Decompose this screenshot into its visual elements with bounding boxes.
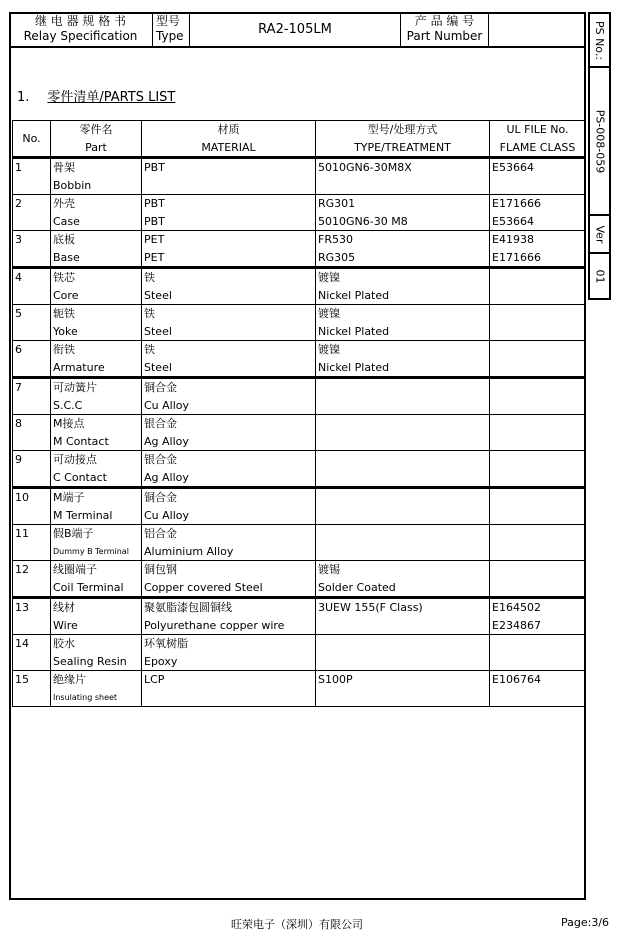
col-ul-1: UL FILE No.	[506, 123, 569, 136]
table-row	[13, 598, 586, 635]
cell-no	[13, 451, 51, 488]
cell-part-line: Case	[53, 214, 80, 228]
cell-part-line: 衔铁	[53, 343, 75, 356]
ps-no-label	[590, 14, 609, 66]
cell-no	[13, 305, 51, 341]
cell-part	[51, 488, 142, 525]
section-heading	[17, 86, 175, 105]
col-material-cn: 材质	[217, 123, 240, 136]
cell-type-line: 5010GN6-30M8X	[318, 161, 412, 174]
version-value	[590, 254, 609, 298]
cell-material	[142, 305, 316, 341]
cell-part-line: 轭铁	[53, 307, 75, 320]
cell-ul-line	[492, 469, 583, 487]
cell-part-line: Sealing Resin	[53, 654, 127, 668]
cell-type-line	[318, 379, 487, 397]
table-row	[13, 341, 586, 378]
cell-material	[142, 451, 316, 488]
table-row	[13, 561, 586, 598]
model-number-text: RA2-105LM	[258, 21, 332, 37]
cell-type-line: Nickel Plated	[318, 360, 390, 374]
cell-ul-line	[492, 579, 583, 597]
cell-type-line	[318, 543, 487, 561]
cell-material-line: 铜包钢	[144, 563, 177, 576]
cell-type-line: S100P	[318, 673, 353, 686]
cell-material-line: 铝合金	[144, 527, 177, 540]
spec-header	[9, 12, 586, 48]
table-row	[13, 488, 586, 525]
cell-type-line	[318, 397, 487, 415]
cell-part-line: Dummy B Terminal	[53, 546, 129, 556]
cell-type-line: 镀锡	[318, 563, 340, 576]
cell-part	[51, 378, 142, 415]
cell-part	[51, 598, 142, 635]
cell-material-line: 铁	[144, 343, 155, 356]
cell-type	[316, 671, 490, 707]
cell-ul-line	[492, 323, 583, 341]
cell-type-line	[318, 507, 487, 525]
ps-no-label-text: PS No.:	[593, 20, 606, 60]
cell-type-line	[318, 451, 487, 469]
cell-ul	[490, 378, 586, 415]
cell-no-line: 5	[15, 307, 22, 320]
cell-no-line: 10	[15, 491, 29, 504]
cell-material-line: 铜合金	[144, 381, 177, 394]
cell-ul-line	[492, 561, 583, 579]
cell-type	[316, 305, 490, 341]
cell-part-line: M接点	[53, 417, 85, 430]
col-part-cn: 零件名	[79, 123, 113, 136]
cell-ul-line	[492, 507, 583, 525]
spec-title-en: Relay Specification	[23, 29, 138, 43]
type-label-en: Type	[156, 29, 184, 43]
col-material	[142, 121, 316, 158]
cell-type	[316, 231, 490, 268]
cell-ul	[490, 305, 586, 341]
cell-part	[51, 158, 142, 195]
version-label	[590, 216, 609, 252]
cell-part	[51, 635, 142, 671]
cell-part-line: M端子	[53, 491, 85, 504]
cell-no-line: 8	[15, 417, 22, 430]
cell-material	[142, 525, 316, 561]
cell-ul-line	[492, 359, 583, 377]
cell-material-line: LCP	[144, 673, 165, 686]
document-side-panel	[588, 12, 611, 300]
table-row	[13, 635, 586, 671]
table-row	[13, 305, 586, 341]
cell-material	[142, 341, 316, 378]
company-name: 旺荣电子（深圳）有限公司	[231, 918, 363, 931]
cell-no	[13, 598, 51, 635]
cell-material	[142, 231, 316, 268]
cell-type	[316, 415, 490, 451]
cell-type-line: FR530	[318, 233, 353, 246]
cell-no-line: 7	[15, 381, 22, 394]
cell-ul-line	[492, 287, 583, 305]
cell-type-line	[318, 525, 487, 543]
cell-no	[13, 378, 51, 415]
cell-type-line	[318, 689, 487, 707]
cell-ul-line	[492, 177, 583, 195]
cell-ul	[490, 525, 586, 561]
cell-material-line: PBT	[144, 197, 165, 210]
cell-part-line: 可动接点	[53, 453, 97, 466]
cell-type	[316, 158, 490, 195]
cell-no	[13, 671, 51, 707]
cell-material-line: 银合金	[144, 417, 177, 430]
cell-part	[51, 195, 142, 231]
cell-ul-line	[492, 433, 583, 451]
cell-no-line: 14	[15, 637, 29, 650]
cell-type-line: 镀镍	[318, 307, 340, 320]
cell-no-line: 6	[15, 343, 22, 356]
cell-ul	[490, 195, 586, 231]
cell-ul-line	[492, 489, 583, 507]
version-value-text: 01	[593, 269, 606, 283]
cell-no	[13, 525, 51, 561]
cell-material-line: Cu Alloy	[144, 398, 190, 412]
cell-type-line: 镀镍	[318, 271, 340, 284]
cell-type-line	[318, 653, 487, 671]
cell-ul-line	[492, 653, 583, 671]
cell-ul-line: E53664	[492, 214, 534, 228]
cell-ul-line	[492, 543, 583, 561]
cell-type	[316, 525, 490, 561]
cell-no-line: 1	[15, 161, 22, 174]
cell-material-line: Copper covered Steel	[144, 580, 263, 594]
cell-ul	[490, 341, 586, 378]
table-row	[13, 158, 586, 195]
cell-no	[13, 231, 51, 268]
col-type-en: TYPE/TREATMENT	[354, 140, 451, 154]
cell-ul-line	[492, 269, 583, 287]
cell-no	[13, 635, 51, 671]
type-label	[153, 12, 192, 46]
col-part	[51, 121, 142, 158]
cell-material-line: Cu Alloy	[144, 508, 190, 522]
cell-material-line: 铜合金	[144, 491, 177, 504]
cell-ul-line: E106764	[492, 673, 541, 686]
cell-part-line: 线材	[53, 601, 75, 614]
cell-type-line: 镀镍	[318, 343, 340, 356]
cell-part-line: Insulating sheet	[53, 692, 118, 702]
cell-part-line: Base	[53, 250, 80, 264]
section-number: 1.	[17, 90, 30, 105]
part-number-en: Part Number	[406, 29, 483, 43]
cell-type	[316, 451, 490, 488]
cell-material	[142, 158, 316, 195]
cell-ul-line	[492, 341, 583, 359]
cell-type-line	[318, 635, 487, 653]
cell-part-line: 可动簧片	[53, 381, 97, 394]
ps-no-value	[590, 68, 609, 214]
col-ul-2: FLAME CLASS	[499, 140, 576, 154]
cell-ul	[490, 488, 586, 525]
cell-type	[316, 341, 490, 378]
part-number-value	[489, 12, 584, 46]
cell-ul	[490, 231, 586, 268]
cell-no	[13, 195, 51, 231]
cell-material-line: PET	[144, 250, 165, 264]
cell-type-line: RG301	[318, 197, 356, 210]
cell-material-line: 铁	[144, 271, 155, 284]
cell-material-line: 铁	[144, 307, 155, 320]
cell-part-line: M Contact	[53, 434, 109, 448]
cell-type-line	[318, 489, 487, 507]
cell-part	[51, 231, 142, 268]
version-label-text: Ver	[593, 225, 606, 243]
cell-ul-line	[492, 397, 583, 415]
col-material-en: MATERIAL	[201, 140, 256, 154]
cell-part	[51, 341, 142, 378]
cell-part-line: M Terminal	[53, 508, 113, 522]
cell-type-line	[318, 617, 487, 635]
cell-material	[142, 195, 316, 231]
cell-ul-line: E164502	[492, 601, 541, 614]
cell-part-line: C Contact	[53, 470, 107, 484]
cell-material-line: Steel	[144, 360, 172, 374]
cell-ul-line	[492, 379, 583, 397]
part-number-label	[401, 12, 488, 46]
cell-part-line: Core	[53, 288, 79, 302]
cell-no-line: 4	[15, 271, 22, 284]
cell-material	[142, 378, 316, 415]
cell-no-line: 12	[15, 563, 29, 576]
cell-part	[51, 525, 142, 561]
cell-ul	[490, 415, 586, 451]
cell-material	[142, 635, 316, 671]
cell-no-line: 9	[15, 453, 22, 466]
cell-part-line: 绝缘片	[53, 673, 86, 686]
cell-no-line: 2	[15, 197, 22, 210]
cell-no-line: 13	[15, 601, 29, 614]
cell-material-line	[144, 689, 313, 707]
cell-material	[142, 561, 316, 598]
table-row	[13, 451, 586, 488]
cell-type	[316, 195, 490, 231]
cell-material-line: 聚氨脂漆包圆铜线	[144, 601, 232, 614]
cell-material-line	[144, 177, 313, 195]
cell-part-line: 假B端子	[53, 527, 94, 540]
cell-material-line: PBT	[144, 161, 165, 174]
cell-ul	[490, 671, 586, 707]
cell-part-line: 线圈端子	[53, 563, 97, 576]
cell-ul-line	[492, 451, 583, 469]
cell-part-line: Armature	[53, 360, 105, 374]
cell-material	[142, 268, 316, 305]
cell-no-line: 15	[15, 673, 29, 686]
cell-ul	[490, 561, 586, 598]
cell-type	[316, 268, 490, 305]
cell-type-line: Solder Coated	[318, 580, 396, 594]
cell-ul	[490, 598, 586, 635]
cell-part-line: Wire	[53, 618, 78, 632]
cell-part	[51, 451, 142, 488]
cell-no	[13, 415, 51, 451]
part-number-cn: 产 品 编 号	[414, 14, 475, 28]
cell-type-line: Nickel Plated	[318, 288, 390, 302]
table-row	[13, 231, 586, 268]
cell-no	[13, 341, 51, 378]
cell-ul-line	[492, 635, 583, 653]
cell-ul-line	[492, 525, 583, 543]
cell-part	[51, 268, 142, 305]
cell-type-line: RG305	[318, 250, 356, 264]
cell-part-line: S.C.C	[53, 398, 83, 412]
table-row	[13, 195, 586, 231]
col-part-en: Part	[85, 140, 107, 154]
cell-ul-line: E41938	[492, 233, 534, 246]
cell-material-line: PBT	[144, 214, 165, 228]
cell-ul-line	[492, 415, 583, 433]
cell-no	[13, 268, 51, 305]
table-row	[13, 671, 586, 707]
col-ul	[490, 121, 586, 158]
cell-no	[13, 158, 51, 195]
cell-part-line: 底板	[53, 233, 75, 246]
cell-type	[316, 635, 490, 671]
cell-type-line	[318, 433, 487, 451]
table-row	[13, 415, 586, 451]
cell-type	[316, 598, 490, 635]
cell-material-line: Steel	[144, 288, 172, 302]
cell-material-line: 银合金	[144, 453, 177, 466]
cell-part-line: 胶水	[53, 637, 75, 650]
cell-type-line	[318, 469, 487, 487]
cell-type-line	[318, 177, 487, 195]
cell-part	[51, 415, 142, 451]
cell-ul-line	[492, 689, 583, 707]
cell-ul	[490, 451, 586, 488]
cell-part-line: Coil Terminal	[53, 580, 124, 594]
cell-type	[316, 561, 490, 598]
table-row	[13, 525, 586, 561]
cell-type-line	[318, 415, 487, 433]
cell-ul-line: E53664	[492, 161, 534, 174]
cell-material-line: 环氧树脂	[144, 637, 188, 650]
section-title: 零件清单/PARTS LIST	[47, 90, 176, 105]
cell-part-line: Bobbin	[53, 178, 92, 192]
table-row	[13, 268, 586, 305]
cell-type-line: Nickel Plated	[318, 324, 390, 338]
cell-no-line: 3	[15, 233, 22, 246]
cell-part	[51, 671, 142, 707]
cell-type	[316, 378, 490, 415]
spec-title-cn: 继 电 器 规 格 书	[34, 14, 127, 28]
cell-material-line: Epoxy	[144, 654, 178, 668]
cell-part-line: 骨架	[53, 161, 75, 174]
cell-ul-line: E171666	[492, 250, 541, 264]
cell-ul	[490, 268, 586, 305]
cell-part	[51, 305, 142, 341]
ps-no-value-text: PS-008-059	[593, 109, 607, 173]
cell-type	[316, 488, 490, 525]
cell-material-line: Polyurethane copper wire	[144, 618, 285, 632]
cell-material	[142, 415, 316, 451]
cell-material	[142, 671, 316, 707]
cell-no	[13, 561, 51, 598]
page-number: Page:3/6	[561, 916, 610, 929]
col-type	[316, 121, 490, 158]
cell-ul-line	[492, 305, 583, 323]
cell-ul	[490, 635, 586, 671]
parts-list-table	[12, 120, 586, 707]
cell-type-line: 3UEW 155(F Class)	[318, 601, 423, 614]
cell-no	[13, 488, 51, 525]
cell-material-line: Ag Alloy	[144, 434, 189, 448]
type-label-cn: 型号	[156, 14, 181, 28]
table-header-row	[13, 121, 586, 158]
cell-material	[142, 598, 316, 635]
cell-part-line: Yoke	[53, 324, 78, 338]
cell-material-line: PET	[144, 233, 165, 246]
col-no: No.	[13, 121, 51, 158]
table-row	[13, 378, 586, 415]
cell-part-line: 外壳	[53, 197, 75, 210]
cell-ul-line: E234867	[492, 618, 541, 632]
cell-ul	[490, 158, 586, 195]
col-type-cn: 型号/处理方式	[367, 123, 438, 136]
spec-title	[9, 12, 152, 46]
cell-material-line: Aluminium Alloy	[144, 544, 234, 558]
cell-type-line: 5010GN6-30 M8	[318, 214, 408, 228]
cell-part	[51, 561, 142, 598]
cell-material-line: Ag Alloy	[144, 470, 189, 484]
cell-part-line: 铁芯	[53, 271, 75, 284]
cell-no-line: 11	[15, 527, 29, 540]
model-number	[190, 12, 400, 46]
cell-material	[142, 488, 316, 525]
cell-ul-line: E171666	[492, 197, 541, 210]
cell-material-line: Steel	[144, 324, 172, 338]
